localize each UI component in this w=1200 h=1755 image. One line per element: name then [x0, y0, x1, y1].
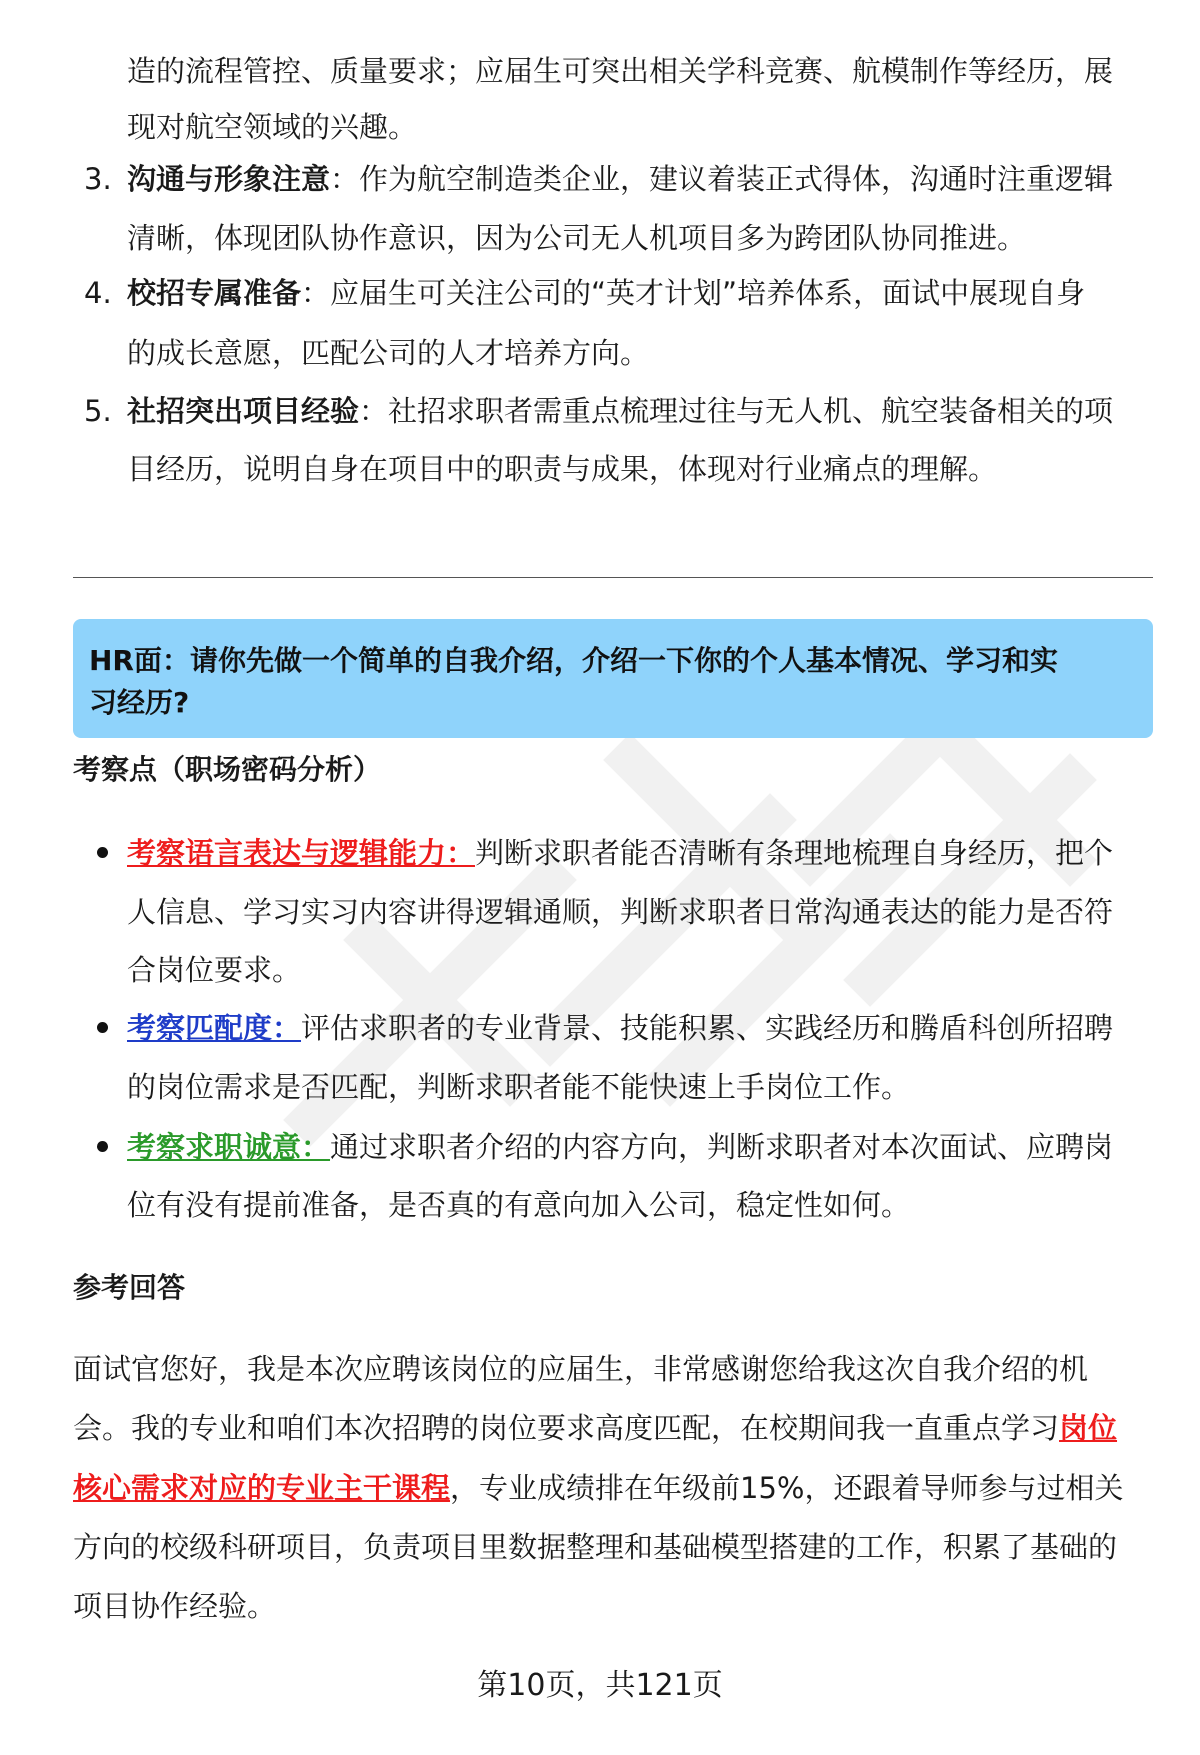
answer-line-2: 会。我的专业和咱们本次招聘的岗位要求高度匹配，在校期间我一直重点学习岗位: [73, 1411, 1118, 1445]
answer-line-1: 面试官您好，我是本次应聘该岗位的应届生，非常感谢您给我这次自我介绍的机: [73, 1352, 1089, 1386]
page-number: 第10页，共121页: [477, 1668, 723, 1703]
answer-line-4: 方向的校级科研项目，负责项目里数据整理和基础模型搭建的工作，积累了基础的: [73, 1530, 1118, 1564]
bullet-icon: [97, 1141, 108, 1152]
intro-line-2: 现对航空领域的兴趣。: [127, 110, 418, 144]
section-divider: [73, 577, 1153, 578]
tip-4-line-1: 校招专属准备：应届生可关注公司的“英才计划”培养体系，面试中展现自身: [127, 276, 1086, 310]
bullet-icon: [97, 1022, 108, 1033]
point-1-line-1: 考察语言表达与逻辑能力：判断求职者能否清晰有条理地梳理自身经历，把个: [127, 836, 1114, 870]
tip-number: 4.: [84, 276, 112, 310]
point-tag: 考察语言表达与逻辑能力：: [127, 836, 476, 870]
tip-title: 校招专属准备: [127, 276, 302, 310]
tip-4-line-2: 的成长意愿，匹配公司的人才培养方向。: [127, 336, 650, 370]
point-3-line-2: 位有没有提前准备，是否真的有意向加入公司，稳定性如何。: [127, 1188, 911, 1222]
point-2-line-2: 的岗位需求是否匹配，判断求职者能不能快速上手岗位工作。: [127, 1070, 911, 1104]
question-callout: [73, 619, 1153, 738]
answer-highlight: 岗位: [1059, 1411, 1118, 1445]
answer-line-3: 核心需求对应的专业主干课程，专业成绩排在年级前15%，还跟着导师参与过相关: [73, 1471, 1124, 1505]
intro-line-1: 造的流程管控、质量要求；应届生可突出相关学科竞赛、航模制作等经历，展: [127, 54, 1114, 88]
tip-5-line-1: 社招突出项目经验：社招求职者需重点梳理过往与无人机、航空装备相关的项: [127, 394, 1114, 428]
bullet-icon: [97, 847, 108, 858]
point-1-line-2: 人信息、学习实习内容讲得逻辑通顺，判断求职者日常沟通表达的能力是否符: [127, 895, 1114, 929]
tip-number: 3.: [84, 162, 112, 196]
tip-number: 5.: [84, 394, 112, 428]
question-line-2: 习经历?: [89, 686, 190, 719]
point-3-line-1: 考察求职诚意：通过求职者介绍的内容方向，判断求职者对本次面试、应聘岗: [127, 1130, 1114, 1164]
tip-title: 社招突出项目经验: [127, 394, 360, 428]
tip-5-line-2: 目经历，说明自身在项目中的职责与成果，体现对行业痛点的理解。: [127, 452, 998, 486]
answer-heading: 参考回答: [73, 1271, 186, 1304]
analysis-heading: 考察点（职场密码分析）: [73, 753, 382, 786]
point-tag: 考察求职诚意：: [127, 1130, 331, 1164]
point-2-line-1: 考察匹配度：评估求职者的专业背景、技能积累、实践经历和腾盾科创所招聘: [127, 1011, 1114, 1045]
answer-highlight: 核心需求对应的专业主干课程: [73, 1471, 451, 1505]
tip-3-line-1: 沟通与形象注意：作为航空制造类企业，建议着装正式得体，沟通时注重逻辑: [127, 162, 1114, 196]
question-line-1: HR面：请你先做一个简单的自我介绍，介绍一下你的个人基本情况、学习和实: [89, 644, 1058, 677]
answer-line-5: 项目协作经验。: [73, 1589, 277, 1623]
tip-3-line-2: 清晰，体现团队协作意识，因为公司无人机项目多为跨团队协同推进。: [127, 221, 1027, 255]
point-1-line-3: 合岗位要求。: [127, 953, 302, 987]
point-tag: 考察匹配度：: [127, 1011, 302, 1045]
tip-title: 沟通与形象注意: [127, 162, 331, 196]
